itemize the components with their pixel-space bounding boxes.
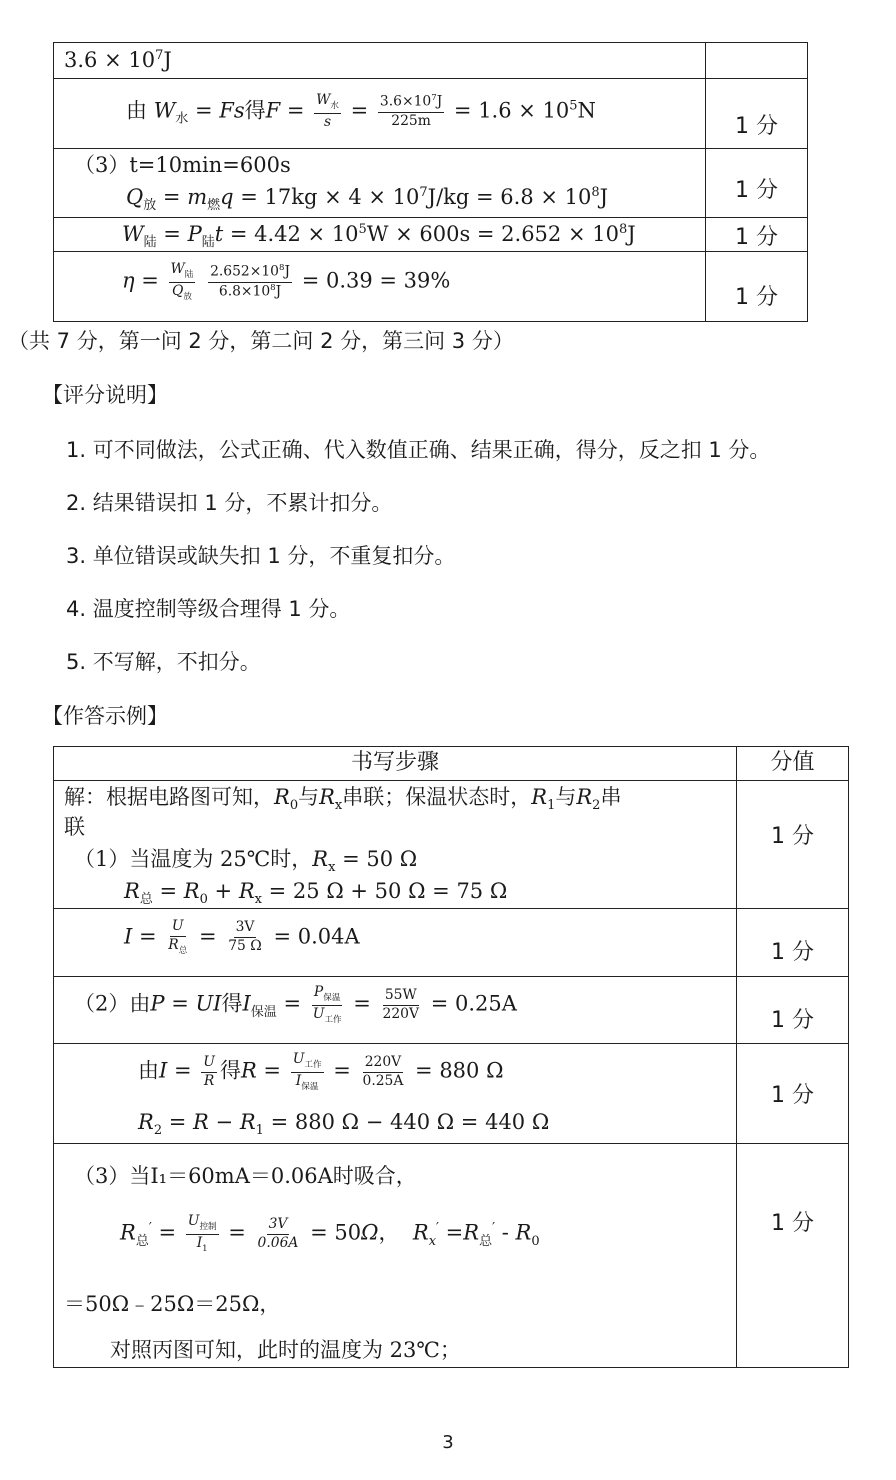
top-row4-steps bbox=[54, 218, 706, 252]
resistance-formula: 由I = $\frac{U}{R}$ 得R = $\frac{U_{工作}}{I_{保温}}$ = $\frac{220V}{0.25A}$ = 880 Ω bbox=[138, 1051, 504, 1092]
temperature-conclusion: 对照丙图可知，此时的温度为 23℃； bbox=[110, 1338, 461, 1362]
points-summary: （共 7 分，第一问 2 分，第二问 2 分，第三问 3 分） bbox=[8, 329, 514, 353]
top-row2-steps bbox=[54, 79, 706, 149]
scoring-item-3: 3. 单位错误或缺失扣 1 分，不重复扣分。 bbox=[66, 544, 456, 568]
work-formula: 由 $W_水 = Fs$得F = $\frac{W_水}{s}$ = $\frac{3.6\times 10^7J}{225m}$ = $1.6 \times 10^5N$ bbox=[126, 92, 596, 130]
ex-row2-score: 1 分 bbox=[737, 909, 849, 977]
ex-row3-steps bbox=[54, 977, 737, 1044]
top-answer-table bbox=[53, 42, 808, 322]
control-resistance-formula: $R_总'$ = $\frac{U_{控制}}{I_1}$ = $\frac{3V}{0.06A}$ = 50Ω， $R_x' =R_总' - R_0$ bbox=[120, 1213, 540, 1254]
part1-condition: （1）当温度为 25℃时，$R_x = 50$ Ω bbox=[74, 847, 418, 876]
top-row5-steps bbox=[54, 252, 706, 322]
ex-row2-steps bbox=[54, 909, 737, 977]
scoring-item-4: 4. 温度控制等级合理得 1 分。 bbox=[66, 597, 351, 621]
keep-warm-current-formula: （2）由P = UI得$I_{保温}$ = $\frac{P_{保温}}{U_{工作}}$ = $\frac{55W}{220V}$ = 0.25A bbox=[74, 984, 517, 1025]
solution-intro: 解：根据电路图可知，$R_0$与$R_x$串联；保温状态时，$R_1$与$R_2$串 bbox=[64, 785, 622, 814]
total-resistance-formula: $R_总 = R_0 + R_x = 25$ Ω + 50 Ω = 75 Ω bbox=[124, 879, 508, 908]
ex-row5-score: 1 分 bbox=[737, 1144, 849, 1368]
rx-result: ＝50Ω﹣25Ω＝25Ω， bbox=[64, 1292, 281, 1316]
example-heading: 【作答示例】 bbox=[42, 704, 168, 728]
scoring-item-1: 1. 可不同做法，公式正确、代入数值正确、结果正确，得分，反之扣 1 分。 bbox=[66, 438, 771, 462]
ex-row1-steps: 解：根据电路图可知，$R_0$与$R_x$串联；保温状态时，$R_1$与$R_2$串 联 （1）当温度为 25℃时，$R_x = 50$ Ω $R_总 = R_0 + R_x = 25$ Ω + 50 Ω = 75 Ω bbox=[54, 781, 737, 909]
top-row1-score bbox=[706, 43, 808, 79]
scoring-item-2: 2. 结果错误扣 1 分，不累计扣分。 bbox=[66, 491, 393, 515]
top-row5-score: 1 分 bbox=[706, 252, 808, 322]
time-conversion: （3）t=10min=600s bbox=[74, 153, 291, 177]
land-work-formula: $W_陆 = P_陆t = 4.42 \times 10^5W \times 600s = 2.652 \times 10^8J$ bbox=[122, 222, 636, 251]
scoring-item-5: 5. 不写解，不扣分。 bbox=[66, 650, 261, 674]
r2-formula: $R_2 = R - R_1 = 880$ Ω − 440 Ω = 440 Ω bbox=[138, 1110, 550, 1139]
current-formula: I = $\frac{U}{R_总}$ = $\frac{3V}{75 \Omega}$ = 0.04A bbox=[124, 918, 360, 956]
top-row3-score: 1 分 bbox=[706, 149, 808, 218]
header-score: 分值 bbox=[737, 747, 849, 781]
top-row1-value: 3.6 × 10 bbox=[64, 48, 156, 72]
top-row1-steps: $3.6 \times 10^7J$ bbox=[54, 43, 706, 79]
example-answer-table bbox=[53, 746, 849, 1368]
top-row3-steps bbox=[54, 149, 706, 218]
page-number: 3 bbox=[442, 1432, 454, 1453]
ex-row4-score: 1 分 bbox=[737, 1044, 849, 1144]
top-row4-score: 1 分 bbox=[706, 218, 808, 252]
ex-row4-steps bbox=[54, 1044, 737, 1144]
part3-condition: （3）当I₁＝60mA＝0.06A时吸合， bbox=[74, 1164, 417, 1188]
ex-row1-score: 1 分 bbox=[737, 781, 849, 909]
scoring-heading: 【评分说明】 bbox=[42, 383, 168, 407]
efficiency-formula: η = $\frac{W_陆}{Q_放}$ $\frac{2.652\times 10^8J}{6.8\times 10^8J}$ = 0.39 = 39% bbox=[122, 261, 451, 302]
header-steps: 书写步骤 bbox=[54, 747, 737, 781]
ex-row5-steps bbox=[54, 1144, 737, 1368]
ex-row3-score: 1 分 bbox=[737, 977, 849, 1044]
top-row2-score: 1 分 bbox=[706, 79, 808, 149]
heat-formula: $Q_放 = m_燃q = 17kg \times 4 \times 10^7J/kg = 6.8 \times 10^8J$ bbox=[126, 185, 609, 214]
